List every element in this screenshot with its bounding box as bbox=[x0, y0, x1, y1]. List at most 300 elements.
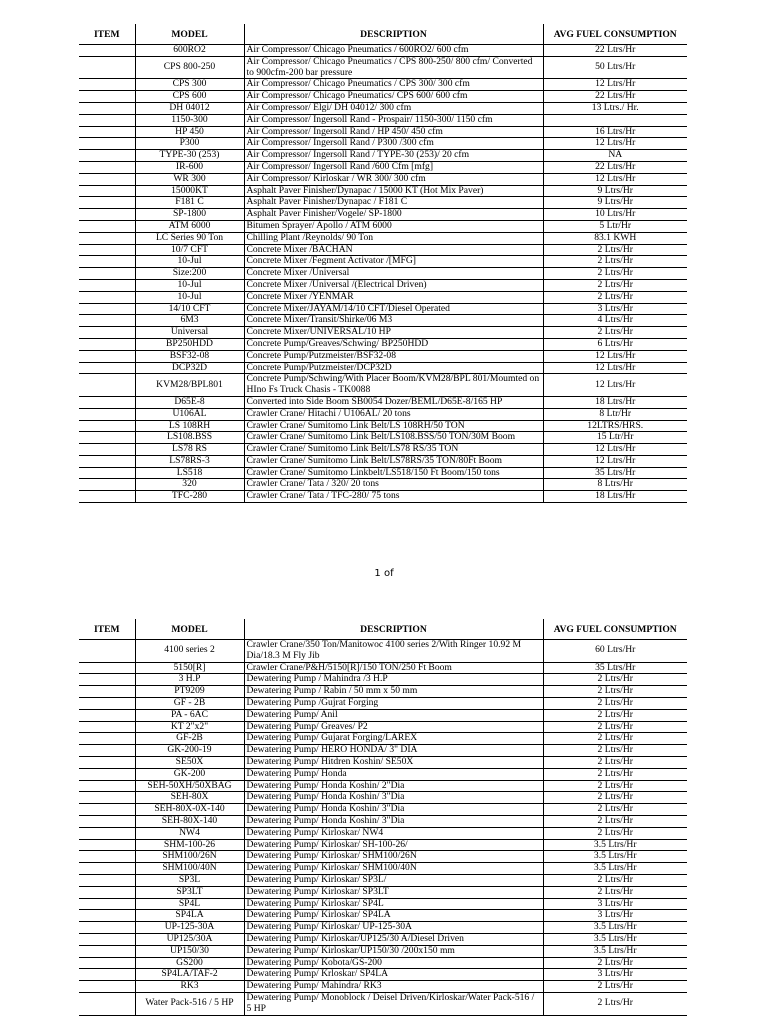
model-cell: D65E-8 bbox=[135, 396, 244, 408]
model-column-header: MODEL bbox=[135, 619, 244, 640]
model-cell: 600RO2 bbox=[135, 45, 244, 57]
table-row bbox=[79, 432, 687, 444]
description-cell: Dewatering Pump/ Kirloskar/ NW4 bbox=[244, 827, 543, 839]
description-cell: Air Compressor/ Kirloskar / WR 300/ 300 cfm bbox=[244, 173, 543, 185]
model-cell: HP 450 bbox=[135, 126, 244, 138]
model-cell: Size:200 bbox=[135, 268, 244, 280]
fuel-cell: 4 Ltrs/Hr bbox=[543, 315, 687, 327]
description-cell: Dewatering Pump/ Kirloskar/ SP4L bbox=[244, 898, 543, 910]
item-cell bbox=[79, 827, 135, 839]
model-column-header: MODEL bbox=[135, 24, 244, 45]
table-row bbox=[79, 444, 687, 456]
description-cell: Crawler Crane/ Tata / 320/ 20 tons bbox=[244, 479, 543, 491]
table-row bbox=[79, 220, 687, 232]
description-cell: Dewatering Pump/ Kirloskar/ SHM100/26N bbox=[244, 851, 543, 863]
item-cell bbox=[79, 697, 135, 709]
description-cell: Asphalt Paver Finisher/Vogele/ SP-1800 bbox=[244, 209, 543, 221]
item-cell bbox=[79, 981, 135, 993]
item-cell bbox=[79, 792, 135, 804]
description-cell: Crawler Crane/ Sumitomo Linkbelt/LS518/150 Ft Boom/150 tons bbox=[244, 467, 543, 479]
model-cell: SHM100/26N bbox=[135, 851, 244, 863]
item-cell bbox=[79, 362, 135, 374]
table-row bbox=[79, 102, 687, 114]
description-cell: Dewatering Pump/ Kirloskar/UP125/30 A/Diesel Driven bbox=[244, 933, 543, 945]
description-cell: Crawler Crane/ Sumitomo Link Belt/LS78RS/35 TON/80Ft Boom bbox=[244, 455, 543, 467]
table-row bbox=[79, 491, 687, 503]
fuel-cell: 3.5 Ltrs/Hr bbox=[543, 945, 687, 957]
table-row bbox=[79, 362, 687, 374]
table-row bbox=[79, 992, 687, 1015]
fuel-cell: 8 Ltrs/Hr bbox=[543, 479, 687, 491]
item-cell bbox=[79, 56, 135, 79]
item-cell bbox=[79, 640, 135, 663]
description-cell: Dewatering Pump/ Honda Koshin/ 3"Dia bbox=[244, 804, 543, 816]
table-row bbox=[79, 114, 687, 126]
fuel-cell: 3.5 Ltrs/Hr bbox=[543, 933, 687, 945]
description-cell: Concrete Mixer/Transit/Shirke/06 M3 bbox=[244, 315, 543, 327]
item-cell bbox=[79, 173, 135, 185]
table-row bbox=[79, 898, 687, 910]
model-cell: CPS 300 bbox=[135, 79, 244, 91]
model-cell: SEH-80X-140 bbox=[135, 815, 244, 827]
fuel-cell: 12 Ltrs/Hr bbox=[543, 350, 687, 362]
description-cell: Dewatering Pump/ Kirloskar/ SP3LT bbox=[244, 886, 543, 898]
model-cell: TFC-280 bbox=[135, 491, 244, 503]
item-cell bbox=[79, 768, 135, 780]
item-cell bbox=[79, 756, 135, 768]
fuel-cell: 5 Ltr/Hr bbox=[543, 220, 687, 232]
item-cell bbox=[79, 874, 135, 886]
table-row bbox=[79, 780, 687, 792]
description-cell: Air Compressor/ Chicago Pneumatics / CPS 300/ 300 cfm bbox=[244, 79, 543, 91]
item-cell bbox=[79, 432, 135, 444]
table-row bbox=[79, 185, 687, 197]
description-cell: Concrete Mixer /BACHAN bbox=[244, 244, 543, 256]
item-cell bbox=[79, 396, 135, 408]
fuel-cell: 3.5 Ltrs/Hr bbox=[543, 922, 687, 934]
item-cell bbox=[79, 374, 135, 397]
item-cell bbox=[79, 662, 135, 674]
table-row bbox=[79, 338, 687, 350]
fuel-cell: 60 Ltrs/Hr bbox=[543, 640, 687, 663]
fuel-cell: 2 Ltrs/Hr bbox=[543, 733, 687, 745]
model-cell: KT 2"x2" bbox=[135, 721, 244, 733]
description-cell: Air Compressor/ Elgi/ DH 04012/ 300 cfm bbox=[244, 102, 543, 114]
table-row bbox=[79, 745, 687, 757]
model-cell: LS 108RH bbox=[135, 420, 244, 432]
fuel-cell: 12 Ltrs/Hr bbox=[543, 444, 687, 456]
model-cell: 14/10 CFT bbox=[135, 303, 244, 315]
fuel-cell: 3 Ltrs/Hr bbox=[543, 898, 687, 910]
table-row bbox=[79, 150, 687, 162]
equipment-table bbox=[79, 619, 687, 1016]
description-cell: Dewatering Pump /Gujrat Forging bbox=[244, 697, 543, 709]
item-cell bbox=[79, 455, 135, 467]
description-cell: Dewatering Pump/ Honda Koshin/ 2"Dia bbox=[244, 780, 543, 792]
description-cell: Air Compressor/ Ingersoll Rand - Prospair/ 1150-300/ 1150 cfm bbox=[244, 114, 543, 126]
item-cell bbox=[79, 839, 135, 851]
model-cell: SEH-80X-0X-140 bbox=[135, 804, 244, 816]
fuel-cell: 12 Ltrs/Hr bbox=[543, 173, 687, 185]
item-cell bbox=[79, 969, 135, 981]
description-cell: Dewatering Pump/ Hitdren Koshin/ SE50X bbox=[244, 756, 543, 768]
description-cell: Bitumen Sprayer/ Apollo / ATM 6000 bbox=[244, 220, 543, 232]
item-cell bbox=[79, 268, 135, 280]
model-cell: UP-125-30A bbox=[135, 922, 244, 934]
model-cell: BP250HDD bbox=[135, 338, 244, 350]
table-row bbox=[79, 792, 687, 804]
fuel-cell: 35 Ltrs/Hr bbox=[543, 467, 687, 479]
table-row bbox=[79, 56, 687, 79]
fuel-cell: 10 Ltrs/Hr bbox=[543, 209, 687, 221]
fuel-cell: 3.5 Ltrs/Hr bbox=[543, 863, 687, 875]
item-cell bbox=[79, 898, 135, 910]
fuel-cell: 12 Ltrs/Hr bbox=[543, 455, 687, 467]
model-cell: SP4LA/TAF-2 bbox=[135, 969, 244, 981]
table-row bbox=[79, 686, 687, 698]
model-cell: BSF32-08 bbox=[135, 350, 244, 362]
description-cell: Dewatering Pump/ Monoblock / Deisel Driven/Kirloskar/Water Pack-516 / 5 HP bbox=[244, 992, 543, 1015]
table-row bbox=[79, 467, 687, 479]
table-row bbox=[79, 756, 687, 768]
fuel-cell: 2 Ltrs/Hr bbox=[543, 674, 687, 686]
description-cell: Concrete Mixer /YENMAR bbox=[244, 291, 543, 303]
equipment-table bbox=[79, 24, 687, 503]
model-cell: SHM100/40N bbox=[135, 863, 244, 875]
table-row bbox=[79, 268, 687, 280]
fuel-cell: 83.1 KWH bbox=[543, 232, 687, 244]
table-row bbox=[79, 827, 687, 839]
fuel-column-header: AVG FUEL CONSUMPTION bbox=[543, 619, 687, 640]
item-cell bbox=[79, 780, 135, 792]
description-cell: Air Compressor/ Ingersoll Rand / TYPE-30 (253)/ 20 cfm bbox=[244, 150, 543, 162]
table-header-row bbox=[79, 24, 687, 45]
table-row bbox=[79, 291, 687, 303]
description-cell: Concrete Mixer /Universal bbox=[244, 268, 543, 280]
item-cell bbox=[79, 114, 135, 126]
table-row bbox=[79, 945, 687, 957]
fuel-cell: NA bbox=[543, 150, 687, 162]
fuel-cell: 13 Ltrs./ Hr. bbox=[543, 102, 687, 114]
table-row bbox=[79, 709, 687, 721]
fuel-cell: 2 Ltrs/Hr bbox=[543, 697, 687, 709]
fuel-cell: 2 Ltrs/Hr bbox=[543, 957, 687, 969]
model-cell: GF-2B bbox=[135, 733, 244, 745]
table-row bbox=[79, 420, 687, 432]
fuel-cell: 9 Ltrs/Hr bbox=[543, 185, 687, 197]
model-cell: 10-Jul bbox=[135, 291, 244, 303]
description-cell: Crawler Crane/350 Ton/Manitowoc 4100 series 2/With Ringer 10.92 M Dia/18.3 M Fly Jib bbox=[244, 640, 543, 663]
fuel-cell: 2 Ltrs/Hr bbox=[543, 886, 687, 898]
model-cell: Universal bbox=[135, 327, 244, 339]
model-cell: P300 bbox=[135, 138, 244, 150]
item-cell bbox=[79, 408, 135, 420]
item-cell bbox=[79, 863, 135, 875]
model-cell: GK-200-19 bbox=[135, 745, 244, 757]
description-cell: Concrete Mixer /Fegment Activator /[MFG] bbox=[244, 256, 543, 268]
model-cell: 4100 series 2 bbox=[135, 640, 244, 663]
table-row bbox=[79, 126, 687, 138]
fuel-cell: 18 Ltrs/Hr bbox=[543, 396, 687, 408]
item-cell bbox=[79, 45, 135, 57]
table-row bbox=[79, 874, 687, 886]
description-cell: Dewatering Pump/ Anil bbox=[244, 709, 543, 721]
table-row bbox=[79, 768, 687, 780]
fuel-cell: 2 Ltrs/Hr bbox=[543, 745, 687, 757]
table-row bbox=[79, 863, 687, 875]
table-row bbox=[79, 303, 687, 315]
item-cell bbox=[79, 350, 135, 362]
item-cell bbox=[79, 279, 135, 291]
description-cell: Chilling Plant /Reynolds/ 90 Ton bbox=[244, 232, 543, 244]
description-cell: Crawler Crane/ Hitachi / U106AL/ 20 tons bbox=[244, 408, 543, 420]
table-page-2 bbox=[79, 619, 687, 1016]
page-footer: 1 of bbox=[374, 568, 394, 579]
table-row bbox=[79, 662, 687, 674]
item-cell bbox=[79, 197, 135, 209]
description-cell: Dewatering Pump/ Kirloskar/ SP4LA bbox=[244, 910, 543, 922]
table-row bbox=[79, 804, 687, 816]
description-cell: Concrete Mixer/JAYAM/14/10 CFT/Diesel Operated bbox=[244, 303, 543, 315]
table-row bbox=[79, 396, 687, 408]
fuel-cell: 2 Ltrs/Hr bbox=[543, 244, 687, 256]
description-cell: Crawler Crane/ Sumitomo Link Belt/LS108.BSS/50 TON/30M Boom bbox=[244, 432, 543, 444]
description-cell: Dewatering Pump/ Kirloskar/UP150/30 /200x150 mm bbox=[244, 945, 543, 957]
fuel-cell: 22 Ltrs/Hr bbox=[543, 91, 687, 103]
model-cell: SEH-50XH/50XBAG bbox=[135, 780, 244, 792]
item-cell bbox=[79, 910, 135, 922]
model-cell: UP150/30 bbox=[135, 945, 244, 957]
item-cell bbox=[79, 291, 135, 303]
description-cell: Concrete Pump/Schwing/With Placer Boom/KVM28/BPL 801/Moumted on HIno Fs Truck Chasis - TK0088 bbox=[244, 374, 543, 397]
item-cell bbox=[79, 945, 135, 957]
item-cell bbox=[79, 338, 135, 350]
item-cell bbox=[79, 733, 135, 745]
fuel-cell: 2 Ltrs/Hr bbox=[543, 827, 687, 839]
item-cell bbox=[79, 721, 135, 733]
description-cell: Crawler Crane/ Sumitomo Link Belt/LS78 RS/35 TON bbox=[244, 444, 543, 456]
fuel-cell: 2 Ltrs/Hr bbox=[543, 815, 687, 827]
model-cell: 10-Jul bbox=[135, 256, 244, 268]
description-cell: Dewatering Pump/ Honda Koshin/ 3"Dia bbox=[244, 792, 543, 804]
model-cell: SP-1800 bbox=[135, 209, 244, 221]
model-cell: 15000KT bbox=[135, 185, 244, 197]
fuel-cell: 50 Ltrs/Hr bbox=[543, 56, 687, 79]
table-row bbox=[79, 886, 687, 898]
description-cell: Crawler Crane/ Sumitomo Link Belt/LS 108RH/50 TON bbox=[244, 420, 543, 432]
model-cell: F181 C bbox=[135, 197, 244, 209]
fuel-cell: 2 Ltrs/Hr bbox=[543, 756, 687, 768]
table-row bbox=[79, 455, 687, 467]
description-cell: Dewatering Pump / Mahindra /3 H.P bbox=[244, 674, 543, 686]
item-cell bbox=[79, 709, 135, 721]
fuel-cell: 2 Ltrs/Hr bbox=[543, 804, 687, 816]
description-cell: Dewatering Pump/ Honda bbox=[244, 768, 543, 780]
table-row bbox=[79, 479, 687, 491]
description-cell: Dewatering Pump/ Kirloskar/ SP3L/ bbox=[244, 874, 543, 886]
item-cell bbox=[79, 185, 135, 197]
description-cell: Concrete Mixer/UNIVERSAL/10 HP bbox=[244, 327, 543, 339]
fuel-cell: 12 Ltrs/Hr bbox=[543, 138, 687, 150]
model-cell: LS518 bbox=[135, 467, 244, 479]
model-cell: LS78 RS bbox=[135, 444, 244, 456]
model-cell: KVM28/BPL801 bbox=[135, 374, 244, 397]
table-row bbox=[79, 279, 687, 291]
fuel-cell: 2 Ltrs/Hr bbox=[543, 686, 687, 698]
fuel-cell: 35 Ltrs/Hr bbox=[543, 662, 687, 674]
model-cell: GS200 bbox=[135, 957, 244, 969]
fuel-cell: 2 Ltrs/Hr bbox=[543, 768, 687, 780]
model-cell: CPS 800-250 bbox=[135, 56, 244, 79]
model-cell: NW4 bbox=[135, 827, 244, 839]
item-cell bbox=[79, 220, 135, 232]
fuel-cell: 2 Ltrs/Hr bbox=[543, 327, 687, 339]
fuel-cell: 3.5 Ltrs/Hr bbox=[543, 851, 687, 863]
item-cell bbox=[79, 79, 135, 91]
model-cell: GK-200 bbox=[135, 768, 244, 780]
item-cell bbox=[79, 674, 135, 686]
item-cell bbox=[79, 327, 135, 339]
item-column-header: ITEM bbox=[79, 24, 135, 45]
table-header-row bbox=[79, 619, 687, 640]
description-cell: Dewatering Pump/ Kirloskar/ UP-125-30A bbox=[244, 922, 543, 934]
fuel-cell: 3 Ltrs/Hr bbox=[543, 910, 687, 922]
table-row bbox=[79, 232, 687, 244]
table-body bbox=[79, 45, 687, 503]
item-column-header: ITEM bbox=[79, 619, 135, 640]
fuel-cell: 2 Ltrs/Hr bbox=[543, 992, 687, 1015]
model-cell: ATM 6000 bbox=[135, 220, 244, 232]
model-cell: 5150[R] bbox=[135, 662, 244, 674]
item-cell bbox=[79, 209, 135, 221]
fuel-cell: 22 Ltrs/Hr bbox=[543, 161, 687, 173]
fuel-cell: 3 Ltrs/Hr bbox=[543, 303, 687, 315]
table-row bbox=[79, 350, 687, 362]
item-cell bbox=[79, 232, 135, 244]
item-cell bbox=[79, 126, 135, 138]
table-page-1 bbox=[79, 24, 687, 503]
model-cell: SP4LA bbox=[135, 910, 244, 922]
description-cell: Air Compressor/ Chicago Pneumatics/ CPS 600/ 600 cfm bbox=[244, 91, 543, 103]
description-cell: Air Compressor/ Ingersoll Rand /600 Cfm [mfg] bbox=[244, 161, 543, 173]
fuel-cell: 2 Ltrs/Hr bbox=[543, 256, 687, 268]
fuel-cell: 12 Ltrs/Hr bbox=[543, 362, 687, 374]
description-cell: Dewatering Pump/ Gujarat Forging/LAREX bbox=[244, 733, 543, 745]
fuel-cell: 18 Ltrs/Hr bbox=[543, 491, 687, 503]
table-row bbox=[79, 161, 687, 173]
fuel-cell bbox=[543, 114, 687, 126]
model-cell: 10/7 CFT bbox=[135, 244, 244, 256]
description-cell: Air Compressor/ Ingersoll Rand / HP 450/ 450 cfm bbox=[244, 126, 543, 138]
fuel-cell: 3.5 Ltrs/Hr bbox=[543, 839, 687, 851]
description-cell: Dewatering Pump/ Krloskar/ SP4LA bbox=[244, 969, 543, 981]
fuel-cell: 22 Ltrs/Hr bbox=[543, 45, 687, 57]
fuel-cell: 15 Ltr/Hr bbox=[543, 432, 687, 444]
table-row bbox=[79, 933, 687, 945]
item-cell bbox=[79, 491, 135, 503]
fuel-cell: 9 Ltrs/Hr bbox=[543, 197, 687, 209]
description-cell: Dewatering Pump / Rabin / 50 mm x 50 mm bbox=[244, 686, 543, 698]
item-cell bbox=[79, 303, 135, 315]
fuel-cell: 2 Ltrs/Hr bbox=[543, 291, 687, 303]
item-cell bbox=[79, 686, 135, 698]
description-cell: Asphalt Paver Finisher/Dynapac / F181 C bbox=[244, 197, 543, 209]
item-cell bbox=[79, 420, 135, 432]
model-cell: SE50X bbox=[135, 756, 244, 768]
fuel-cell: 12LTRS/HRS. bbox=[543, 420, 687, 432]
table-row bbox=[79, 327, 687, 339]
model-cell: DH 04012 bbox=[135, 102, 244, 114]
table-row bbox=[79, 91, 687, 103]
description-cell: Air Compressor/ Ingersoll Rand / P300 /300 cfm bbox=[244, 138, 543, 150]
table-row bbox=[79, 640, 687, 663]
table-row bbox=[79, 815, 687, 827]
item-cell bbox=[79, 244, 135, 256]
model-cell: CPS 600 bbox=[135, 91, 244, 103]
fuel-cell: 16 Ltrs/Hr bbox=[543, 126, 687, 138]
item-cell bbox=[79, 851, 135, 863]
model-cell: PT9209 bbox=[135, 686, 244, 698]
model-cell: SP3LT bbox=[135, 886, 244, 898]
model-cell: 6M3 bbox=[135, 315, 244, 327]
fuel-column-header: AVG FUEL CONSUMPTION bbox=[543, 24, 687, 45]
table-row bbox=[79, 197, 687, 209]
model-cell: Water Pack-516 / 5 HP bbox=[135, 992, 244, 1015]
table-row bbox=[79, 851, 687, 863]
item-cell bbox=[79, 150, 135, 162]
item-cell bbox=[79, 815, 135, 827]
item-cell bbox=[79, 957, 135, 969]
description-cell: Air Compressor/ Chicago Pneumatics / CPS 800-250/ 800 cfm/ Converted to 900cfm-200 bar pressure bbox=[244, 56, 543, 79]
description-cell: Dewatering Pump/ Kobota/GS-200 bbox=[244, 957, 543, 969]
item-cell bbox=[79, 804, 135, 816]
model-cell: UP125/30A bbox=[135, 933, 244, 945]
description-cell: Dewatering Pump/ Kirloskar/ SHM100/40N bbox=[244, 863, 543, 875]
fuel-cell: 6 Ltrs/Hr bbox=[543, 338, 687, 350]
item-cell bbox=[79, 467, 135, 479]
item-cell bbox=[79, 745, 135, 757]
table-row bbox=[79, 173, 687, 185]
item-cell bbox=[79, 256, 135, 268]
table-row bbox=[79, 697, 687, 709]
model-cell: GF - 2B bbox=[135, 697, 244, 709]
table-row bbox=[79, 721, 687, 733]
model-cell: DCP32D bbox=[135, 362, 244, 374]
description-cell: Air Compressor/ Chicago Pneumatics / 600RO2/ 600 cfm bbox=[244, 45, 543, 57]
item-cell bbox=[79, 91, 135, 103]
model-cell: 10-Jul bbox=[135, 279, 244, 291]
table-row bbox=[79, 981, 687, 993]
table-row bbox=[79, 374, 687, 397]
fuel-cell: 2 Ltrs/Hr bbox=[543, 709, 687, 721]
model-cell: IR-600 bbox=[135, 161, 244, 173]
description-column-header: DESCRIPTION bbox=[244, 619, 543, 640]
table-row bbox=[79, 408, 687, 420]
description-cell: Concrete Mixer /Universal /(Electrical Driven) bbox=[244, 279, 543, 291]
fuel-cell: 2 Ltrs/Hr bbox=[543, 981, 687, 993]
description-cell: Converted into Side Boom SB0054 Dozer/BEML/D65E-8/165 HP bbox=[244, 396, 543, 408]
item-cell bbox=[79, 886, 135, 898]
description-cell: Crawler Crane/ Tata / TFC-280/ 75 tons bbox=[244, 491, 543, 503]
fuel-cell: 2 Ltrs/Hr bbox=[543, 874, 687, 886]
fuel-cell: 2 Ltrs/Hr bbox=[543, 721, 687, 733]
model-cell: RK3 bbox=[135, 981, 244, 993]
model-cell: TYPE-30 (253) bbox=[135, 150, 244, 162]
table-row bbox=[79, 79, 687, 91]
model-cell: SEH-80X bbox=[135, 792, 244, 804]
model-cell: 320 bbox=[135, 479, 244, 491]
fuel-cell: 3 Ltrs/Hr bbox=[543, 969, 687, 981]
